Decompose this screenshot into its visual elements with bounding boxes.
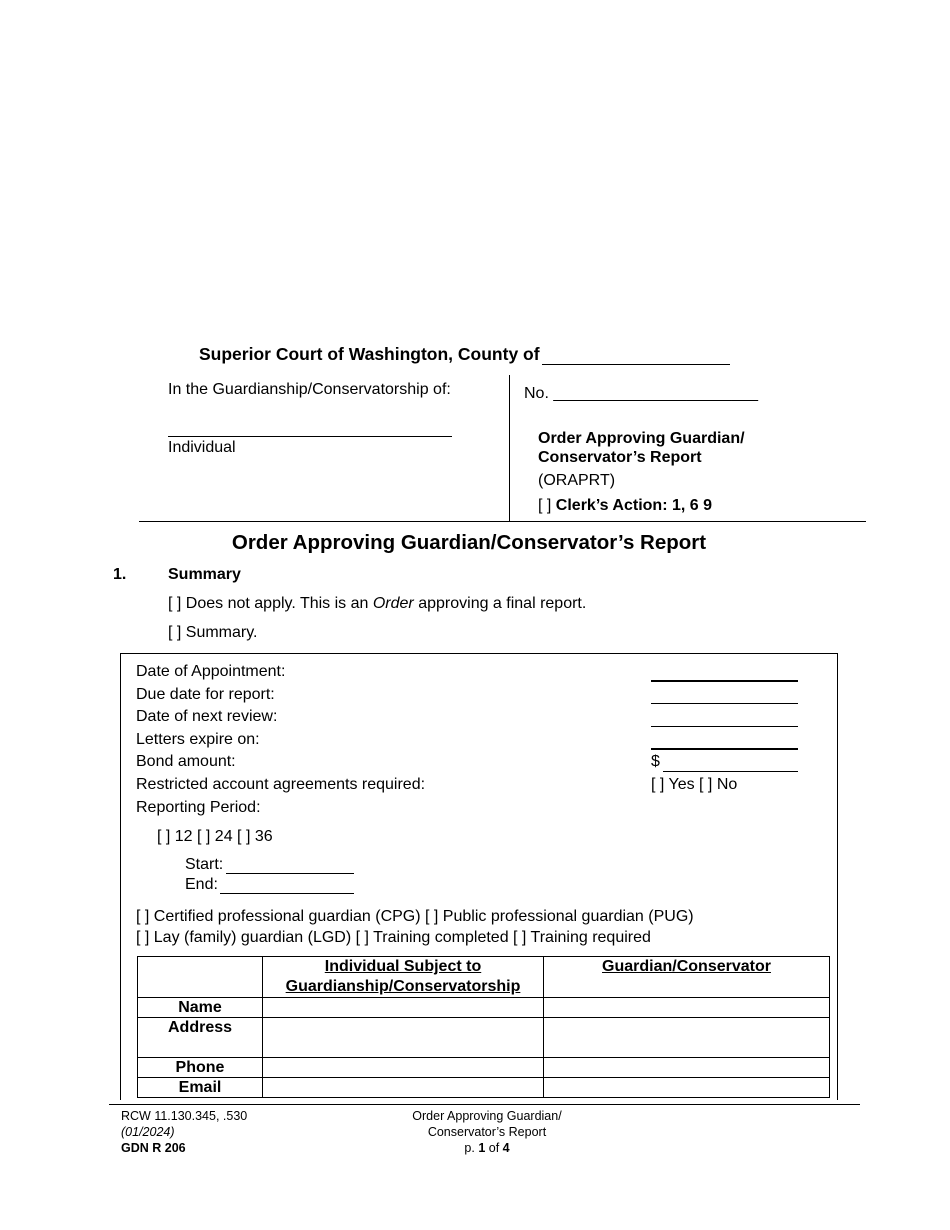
restricted-accounts-label: Restricted account agreements required: xyxy=(136,776,426,793)
row-label-email: Email xyxy=(138,1078,263,1098)
clerk-action xyxy=(538,497,712,515)
end-field[interactable] xyxy=(220,893,354,894)
option-does-not-apply[interactable]: [ ] Does not apply. This is an Order approving a final report. xyxy=(168,595,587,612)
start-label: Start: xyxy=(185,856,224,873)
footer-rcw: RCW 11.130.345, .530 xyxy=(121,1109,248,1123)
court-title: Superior Court of Washington, County of xyxy=(199,344,730,365)
end-label: End: xyxy=(185,876,218,893)
county-blank-line xyxy=(542,346,730,365)
table-row xyxy=(138,1078,830,1098)
individual-email-cell[interactable] xyxy=(263,1078,544,1098)
individual-phone-cell[interactable] xyxy=(263,1058,544,1078)
footer-title-line2: Conservator’s Report xyxy=(427,1125,547,1139)
individual-name-line xyxy=(168,436,452,437)
caption-divider-horizontal xyxy=(139,521,866,522)
clerk-action-text: Clerk’s Action: 1, 6 9 xyxy=(555,497,712,514)
next-review-field[interactable] xyxy=(651,726,798,727)
caption-title-line2: Conservator’s Report xyxy=(538,449,702,466)
clerk-action-checkbox[interactable]: [ ] xyxy=(538,497,552,514)
row-label-address: Address xyxy=(138,1018,263,1058)
date-of-appointment-field[interactable] xyxy=(651,680,798,682)
individual-label: Individual xyxy=(168,439,236,456)
guardian-type-options-line2[interactable]: [ ] Lay (family) guardian (LGD) [ ] Training completed [ ] Training required xyxy=(136,929,651,946)
row-label-phone: Phone xyxy=(138,1058,263,1078)
case-number: No. _______________________ xyxy=(524,385,759,402)
footer-date: (01/2024) xyxy=(121,1125,175,1139)
table-corner-cell xyxy=(138,957,263,998)
table-row xyxy=(138,1018,830,1058)
section-title: Summary xyxy=(168,566,241,583)
header-guardian: Guardian/Conservator xyxy=(544,957,830,998)
guardian-phone-cell[interactable] xyxy=(544,1058,830,1078)
letters-expire-label: Letters expire on: xyxy=(136,731,260,748)
restricted-accounts-options[interactable]: [ ] Yes [ ] No xyxy=(651,776,738,793)
row-label-name: Name xyxy=(138,998,263,1018)
date-of-appointment-label: Date of Appointment: xyxy=(136,663,286,680)
table-header-row xyxy=(138,957,830,998)
due-date-field[interactable] xyxy=(651,703,798,704)
section-number: 1. xyxy=(113,566,127,583)
due-date-label: Due date for report: xyxy=(136,686,275,703)
next-review-label: Date of next review: xyxy=(136,708,278,725)
matter-label: In the Guardianship/Conservatorship of: xyxy=(168,381,451,398)
start-field[interactable] xyxy=(226,873,354,874)
document-code: (ORAPRT) xyxy=(538,472,616,489)
footer-left xyxy=(121,1108,247,1156)
bond-amount-field[interactable] xyxy=(663,771,798,772)
caption-divider-vertical xyxy=(509,375,510,521)
letters-expire-field[interactable] xyxy=(651,748,798,750)
footer-divider xyxy=(109,1104,860,1105)
option-does-not-apply-checkbox[interactable]: [ ] xyxy=(168,595,182,612)
guardian-email-cell[interactable] xyxy=(544,1078,830,1098)
footer-center xyxy=(380,1108,594,1156)
page-title: Order Approving Guardian/Conservator’s Report xyxy=(231,531,707,554)
footer-title-line1: Order Approving Guardian/ xyxy=(412,1109,562,1123)
guardian-type-options-line1[interactable]: [ ] Certified professional guardian (CPG) [ ] Public professional guardian (PUG) xyxy=(136,908,694,925)
reporting-period-options[interactable]: [ ] 12 [ ] 24 [ ] 36 xyxy=(157,828,273,845)
table-row xyxy=(138,998,830,1018)
footer-page-number: p. 1 of 4 xyxy=(464,1141,510,1155)
caption-title-line1: Order Approving Guardian/ xyxy=(538,430,745,447)
caption-document-title xyxy=(538,429,745,467)
table-row xyxy=(138,1058,830,1078)
contact-info-table xyxy=(137,956,830,1098)
guardian-address-cell[interactable] xyxy=(544,1018,830,1058)
reporting-period-label: Reporting Period: xyxy=(136,799,261,816)
individual-name-cell[interactable] xyxy=(263,998,544,1018)
individual-address-cell[interactable] xyxy=(263,1018,544,1058)
option-summary[interactable]: [ ] Summary. xyxy=(168,624,258,641)
guardian-name-cell[interactable] xyxy=(544,998,830,1018)
header-individual: Individual Subject to Guardianship/Conservatorship xyxy=(263,957,544,998)
bond-dollar-sign: $ xyxy=(651,753,660,770)
footer-form-number: GDN R 206 xyxy=(121,1141,186,1155)
bond-amount-label: Bond amount: xyxy=(136,753,236,770)
